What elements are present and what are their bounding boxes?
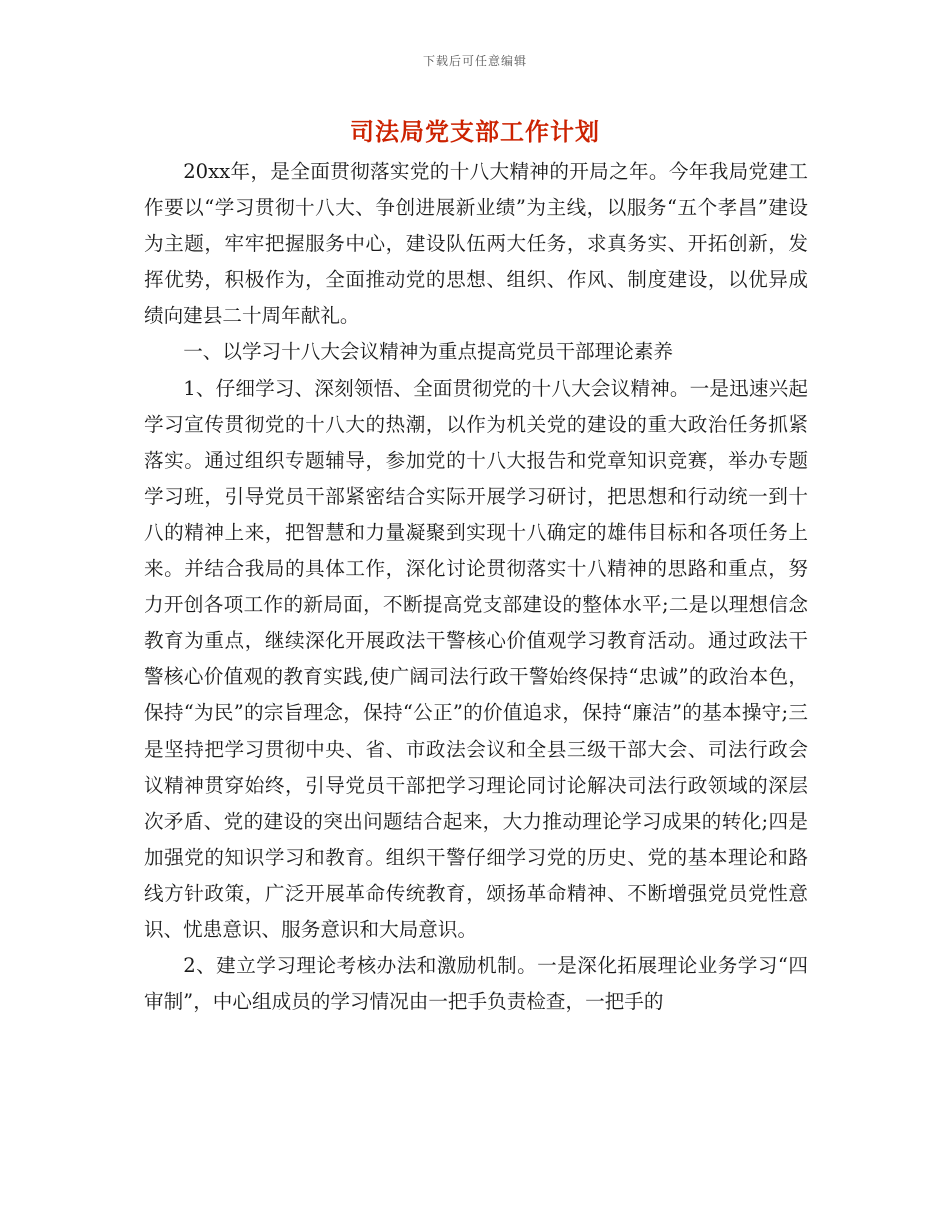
header-note: 下载后可任意编辑 xyxy=(422,54,527,68)
paragraph-intro: 20xx年，是全面贯彻落实党的十八大精神的开局之年。今年我局党建工作要以“学习贯彻十八大、争创进展新业绩”为主线，以服务“五个孝昌”建设为主题，牢牢把握服务中心，建设队伍两大任务，求真务实、开拓创新，发挥优势，积极作为，全面推动党的思想、组织、作风、制度建设，以优异成绩向建县二十周年献礼。 xyxy=(144,160,808,328)
document-body xyxy=(144,154,808,1020)
document-title: 司法局党支部工作计划 xyxy=(350,117,600,146)
section-heading-1: 一、以学习十八大会议精神为重点提高党员干部理论素养 xyxy=(183,340,674,364)
paragraph-item-2: 2、建立学习理论考核办法和激励机制。一是深化拓展理论业务学习“四审制”，中心组成员的学习情况由一把手负责检查，一把手的 xyxy=(144,954,808,1014)
paragraph-item-1: 1、仔细学习、深刻领悟、全面贯彻党的十八大会议精神。一是迅速兴起学习宣传贯彻党的十八大的热潮，以作为机关党的建设的重大政治任务抓紧落实。通过组织专题辅导，参加党的十八大报告和党章知识竞赛，举办专题学习班，引导党员干部紧密结合实际开展学习研讨，把思想和行动统一到十八的精神上来，把智慧和力量凝聚到实现十八确定的雄伟目标和各项任务上来。并结合我局的具体工作，深化讨论贯彻落实十八精神的思路和重点，努力开创各项工作的新局面，不断提高党支部建设的整体水平;二是以理想信念教育为重点，继续深化开展政法干警核心价值观学习教育活动。通过政法干警核心价值观的教育实践,使广阔司法行政干警始终保持“忠诚”的政治本色，保持“为民”的宗旨理念，保持“公正”的价值追求，保持“廉洁”的基本操守;三是坚持把学习贯彻中央、省、市政法会议和全县三级干部大会、司法行政会议精神贯穿始终，引导党员干部把学习理论同讨论解决司法行政领域的深层次矛盾、党的建设的突出问题结合起来，大力推动理论学习成果的转化;四是加强党的知识学习和教育。组织干警仔细学习党的历史、党的基本理论和路线方针政策，广泛开展革命传统教育，颂扬革命精神、不断增强党员党性意识、忧患意识、服务意识和大局意识。 xyxy=(144,376,808,941)
